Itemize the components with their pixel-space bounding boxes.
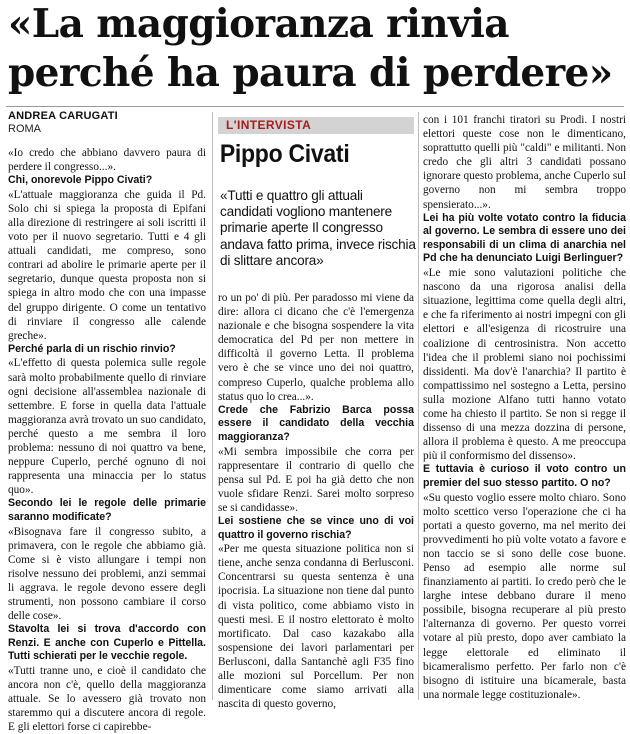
column-divider-1 xyxy=(212,112,213,700)
column-divider-2 xyxy=(418,112,419,700)
interview-answer: «Tutti tranne uno, e cioè il candidato che ancora non c'è, quello della maggioranza attuale. Se lo avessero già trovato non staremmo qui a discutere ancora di regole. E gli elettori forse ci capirebbe- xyxy=(8,664,206,734)
interview-question: Chi, onorevole Pippo Civati? xyxy=(8,174,153,187)
interview-answer: «L'attuale maggioranza che guida il Pd. Solo chi si spiega la proposta di Epifani alla direzione di restringere ai soli iscritti il voto per il nuovo segretario. Tutti e 4 gli attuali candidati, me compreso, sono contrari ad abolire le primarie aperte per il segretario, dunque questa proposta non si spiega in altro modo che con una impasse del gruppo dirigente. O come un tentativo di rinviare il congresso alle calende greche». xyxy=(8,188,206,342)
interview-question: Perché parla di un rischio rinvio? xyxy=(8,342,176,355)
interview-question: Lei sostiene che se vince uno di voi quattro il governo rischia? xyxy=(218,515,414,541)
interview-question: Crede che Fabrizio Barca possa essere il candidato della vecchia maggioranza? xyxy=(218,403,414,443)
interviewee-name: Pippo Civati xyxy=(219,140,350,168)
byline-author: ANDREA CARUGATI xyxy=(8,110,118,122)
interview-answer: «L'effetto di questa polemica sulle regole sarà molto probabilmente quello di rinviare ogni decisione all'assemblea nazionale di settembre. E forse in quella data l'attuale maggioranza avrà trovato un suo candidato, perché questo a me sembra il loro problema: nessuno di noi quattro va bene, neppure Cuperlo, perché ognuno di noi rappresenta una minaccia per lo status quo». xyxy=(8,357,206,497)
interview-answer: «Per me questa situazione politica non si tiene, anche senza condanna di Berlusconi. Concentrarsi su questa sentenza è una ipocrisia. La situazione non tiene dal punto di vista politico, come abbiamo visto in questi mesi. E il nostro elettorato è molto mortificato. Dal caso kazakabo alla sospensione dei lavori parlamentari per Berlusconi, dalla Santanchè agli F35 fino alle mozioni sul Porcellum. Per non dimenticare come siamo arrivati alla nascita di questo governo, xyxy=(218,543,414,711)
byline-place: ROMA xyxy=(8,123,41,135)
article-column-3 xyxy=(423,113,626,702)
interview-answer: ro un po' di più. Per paradosso mi viene da dire: allora ci dicano che c'è l'emergenza nazionale e che bisogna sospendere la vita democratica del Pd per non mettere in difficoltà il governo Letta. Il problema vero è che se vince uno dei noi quattro, compreso Cuperlo, qualche problema allo status quo lo crea...». xyxy=(218,292,414,403)
headline xyxy=(8,0,624,98)
interview-answer: «Io credo che abbiano davvero paura di perdere il congresso...». xyxy=(8,147,206,174)
interview-answer: «Bisognava fare il congresso subito, a primavera, con le regole che abbiamo già. Come si è visto allungare i tempi non risolve nessuno dei problemi, anzi semmai li aggrava. le regole devono essere degli strumenti, non possono cambiare il corso delle cose». xyxy=(8,525,206,623)
interview-answer: «Le mie sono valutazioni politiche che nascono da una rigorosa analisi della situazione, legittima come quella degli altri, e che fa riferimento ai nostri impegni con gli elettori e all'esigenza di ricostruire una coalizione di centrosinistra. Non accetto l'idea che il problemi siano noi pochissimi dissidenti. Ma dov'è l'anarchia? Il partito è compattissimo nel sostegno a Letta, persino sulla mozione Alfano tutti hanno votato come ha chiesto il partito. Se non si regge il dissenso di una mezza dozzina di persone, allora il problema è questo. A me preoccupa più il conformismo del dissenso». xyxy=(423,267,626,463)
interview-question: Stavolta lei si trova d'accordo con Renzi. E anche con Cuperlo e Pittella. Tutti schierati per le vecchie regole. xyxy=(8,623,206,663)
interview-answer: «Mi sembra impossibile che corra per rappresentare il contrario di quello che pensa sul Pd. E poi ha già detto che non vuole sfidare Renzi. Sarei molto sorpreso se si candidasse». xyxy=(218,445,414,514)
interview-question: Lei ha più volte votato contro la fiducia al governo. Le sembra di essere uno dei responsabili di un clima di anarchia nel Pd che ha denunciato Luigi Berlinguer? xyxy=(423,211,626,265)
section-tag: L'INTERVISTA xyxy=(218,117,414,134)
pull-quote: «Tutti e quattro gli attuali candidati vogliono mantenere primarie aperte Il congresso andava fatto prima, invece rischia di slittare ancora» xyxy=(220,188,416,268)
article-column-2 xyxy=(218,291,414,711)
interview-question: E tuttavia è curioso il voto contro un premier del suo stesso partito. O no? xyxy=(423,463,626,489)
byline xyxy=(8,110,208,136)
interview-answer: «Su questo voglio essere molto chiaro. Sono molto scettico verso l'operazione che ci ha portati a questo governo, ma nel merito dei provvedimenti ho più volte votato a favore e non taccio se si sono delle cose buone. Penso ad esempio alle norme sul finanziamento ai partiti. Io credo però che le larghe intese debbano durare il meno possibile, bisogna recuperare al più presto l'alternanza di governo. Per questo vorrei votare al più presto, dopo aver cambiato la legge elettorale ed eliminato il bicameralismo perfetto. Per farlo non c'è bisogno di istituire una bicamerale, basta una normale legge costituzionale». xyxy=(423,491,626,701)
interview-answer: con i 101 franchi tiratori su Prodi. I nostri elettori queste cose non le dimenticano, soprattutto quelli più "caldi" e militanti. Non credo che gli altri 3 candidati possano ignorare questo problema, anche Cuperlo sul governo non mi sembra troppo spensierato...». xyxy=(423,114,626,211)
article-column-1 xyxy=(8,146,206,734)
headline-line-1: «La maggioranza rinvia xyxy=(8,1,509,47)
headline-rule xyxy=(6,106,624,107)
headline-line-2: perché ha paura di perdere» xyxy=(8,50,613,96)
interview-question: Secondo lei le regole delle primarie saranno modificate? xyxy=(8,497,206,523)
